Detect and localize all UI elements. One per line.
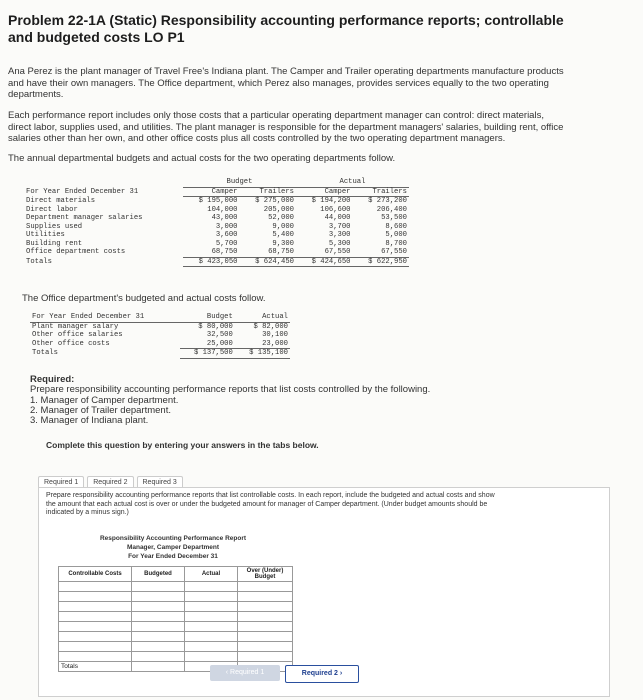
office-intro: The Office department's budgeted and actual costs follow. <box>22 293 266 304</box>
budgeted-input[interactable] <box>132 632 185 642</box>
control-paragraph: Each performance report includes only those costs that a particular operating department manager can control: direct materials, direct labor, supplies used, and utilities. The plant manager is responsible for the department managers' salaries, building rent, office salaries other than her own, and other office costs plus all costs controlled by the two operating department managers. <box>8 110 564 144</box>
office-col-actual: Actual <box>235 313 290 322</box>
instruction-text: Complete this question by entering your answers in the tabs below. <box>46 440 319 450</box>
input-row <box>59 652 293 662</box>
actual-input[interactable] <box>185 632 238 642</box>
col-budget-camper: Camper <box>183 187 240 197</box>
col-actual-trailers: Trailers <box>352 187 409 197</box>
report-subtitle: Manager, Camper Department <box>126 544 220 551</box>
required-text: Prepare responsibility accounting performance reports that list costs controlled by the following. <box>30 384 431 395</box>
col-actual-camper: Camper <box>296 187 353 197</box>
required-item-3: 3. Manager of Indiana plant. <box>30 415 149 426</box>
table-row: Building rent 5,700 9,300 5,300 8,700 <box>26 239 407 248</box>
report-header <box>58 534 288 561</box>
col-over-under-budget: Over (Under) Budget <box>238 567 293 582</box>
cost-name-input[interactable] <box>59 582 132 592</box>
over-under-input[interactable] <box>238 632 293 642</box>
budgeted-input[interactable] <box>132 652 185 662</box>
over-under-input[interactable] <box>238 582 293 592</box>
required-item-1: 1. Manager of Camper department. <box>30 395 179 406</box>
budgets-intro: The annual departmental budgets and actual costs for the two operating departments follow. <box>8 153 396 164</box>
cost-name-input[interactable] <box>59 652 132 662</box>
office-col-budget: Budget <box>180 313 235 322</box>
budgeted-input[interactable] <box>132 582 185 592</box>
cost-name-input[interactable] <box>59 642 132 652</box>
col-budgeted: Budgeted <box>132 567 185 582</box>
cost-name-input[interactable] <box>59 612 132 622</box>
input-row <box>59 602 293 612</box>
actual-input[interactable] <box>185 652 238 662</box>
actual-input[interactable] <box>185 602 238 612</box>
budgeted-input[interactable] <box>132 592 185 602</box>
cost-name-input[interactable] <box>59 592 132 602</box>
next-button[interactable]: Required 2 › <box>285 665 359 683</box>
row-header: For Year Ended December 31 <box>26 187 139 196</box>
tab-required-2[interactable]: Required 2 <box>87 476 133 488</box>
over-under-input[interactable] <box>238 642 293 652</box>
table-row: Office department costs 68,750 68,750 67,550 67,550 <box>26 248 407 257</box>
actual-input[interactable] <box>185 592 238 602</box>
tab-required-1[interactable]: Required 1 <box>38 476 84 488</box>
cost-name-input[interactable] <box>59 622 132 632</box>
over-under-input[interactable] <box>238 592 293 602</box>
input-row <box>59 582 293 592</box>
office-cost-table <box>30 313 290 359</box>
table-row: Direct materials $ 195,000 $ 275,000 $ 194,200 $ 273,200 <box>26 196 407 205</box>
budget-group-header: Budget <box>183 178 296 187</box>
totals-row: Totals $ 137,500 $ 135,100 <box>32 349 288 357</box>
budgeted-input[interactable] <box>132 602 185 612</box>
budgeted-input[interactable] <box>132 642 185 652</box>
intro-paragraph: Ana Perez is the plant manager of Travel Free's Indiana plant. The Camper and Trailer operating departments manufacture products and have their own managers. The Office department, which Perez also manages, provides services equally to the two operating departments. <box>8 66 564 100</box>
actual-input[interactable] <box>185 642 238 652</box>
budgeted-total-input[interactable] <box>132 662 185 672</box>
table-row: Utilities 3,600 5,400 3,300 5,000 <box>26 231 407 239</box>
actual-input[interactable] <box>185 612 238 622</box>
input-row <box>59 642 293 652</box>
office-row-header: For Year Ended December 31 <box>30 313 180 322</box>
over-under-input[interactable] <box>238 622 293 632</box>
input-row <box>59 622 293 632</box>
table-row: Direct labor 104,000 205,000 106,600 206,400 <box>26 205 407 214</box>
panel-prompt: Prepare responsibility accounting performance reports that list controllable costs. In each report, include the budgeted and actual costs and show the amount that each actual cost is over or under the budgeted amount for manager of Camper department. (Under budget amounts should be indicated by a minus sign.) <box>46 492 495 516</box>
totals-label: Totals <box>59 662 132 672</box>
table-row: Supplies used 3,000 9,000 3,700 8,600 <box>26 222 407 231</box>
prev-button[interactable]: ‹ Required 1 <box>210 665 280 681</box>
required-item-2: 2. Manager of Trailer department. <box>30 405 171 416</box>
table-row: Department manager salaries 43,000 52,000 44,000 53,500 <box>26 214 407 222</box>
tab-required-3[interactable]: Required 3 <box>137 476 183 488</box>
table-row: Other office salaries 32,500 30,100 <box>32 331 288 339</box>
input-row <box>59 592 293 602</box>
input-row <box>59 612 293 622</box>
budgeted-input[interactable] <box>132 622 185 632</box>
performance-report-grid <box>58 566 293 672</box>
report-period: For Year Ended December 31 <box>128 553 218 560</box>
totals-row: Totals $ 423,050 $ 624,450 $ 424,650 $ 622,950 <box>26 257 407 266</box>
col-controllable-costs: Controllable Costs <box>59 567 132 582</box>
table-row: Other office costs 25,000 23,000 <box>32 339 288 348</box>
table-row: Plant manager salary $ 80,000 $ 82,000 <box>32 322 288 331</box>
cost-name-input[interactable] <box>59 632 132 642</box>
input-row <box>59 632 293 642</box>
over-under-input[interactable] <box>238 652 293 662</box>
chevron-left-icon: ‹ <box>225 669 231 676</box>
actual-group-header: Actual <box>296 178 409 187</box>
actual-input[interactable] <box>185 582 238 592</box>
problem-title: Problem 22-1A (Static) Responsibility accounting performance reports; controllable and budgeted costs LO P1 <box>8 12 564 45</box>
actual-input[interactable] <box>185 622 238 632</box>
department-cost-table <box>24 178 409 267</box>
report-title: Responsibility Accounting Performance Report <box>99 535 247 542</box>
col-actual: Actual <box>185 567 238 582</box>
required-heading: Required: <box>30 374 75 385</box>
chevron-right-icon: › <box>337 670 343 677</box>
cost-name-input[interactable] <box>59 602 132 612</box>
over-under-input[interactable] <box>238 612 293 622</box>
over-under-input[interactable] <box>238 602 293 612</box>
budgeted-input[interactable] <box>132 612 185 622</box>
col-budget-trailers: Trailers <box>239 187 296 197</box>
